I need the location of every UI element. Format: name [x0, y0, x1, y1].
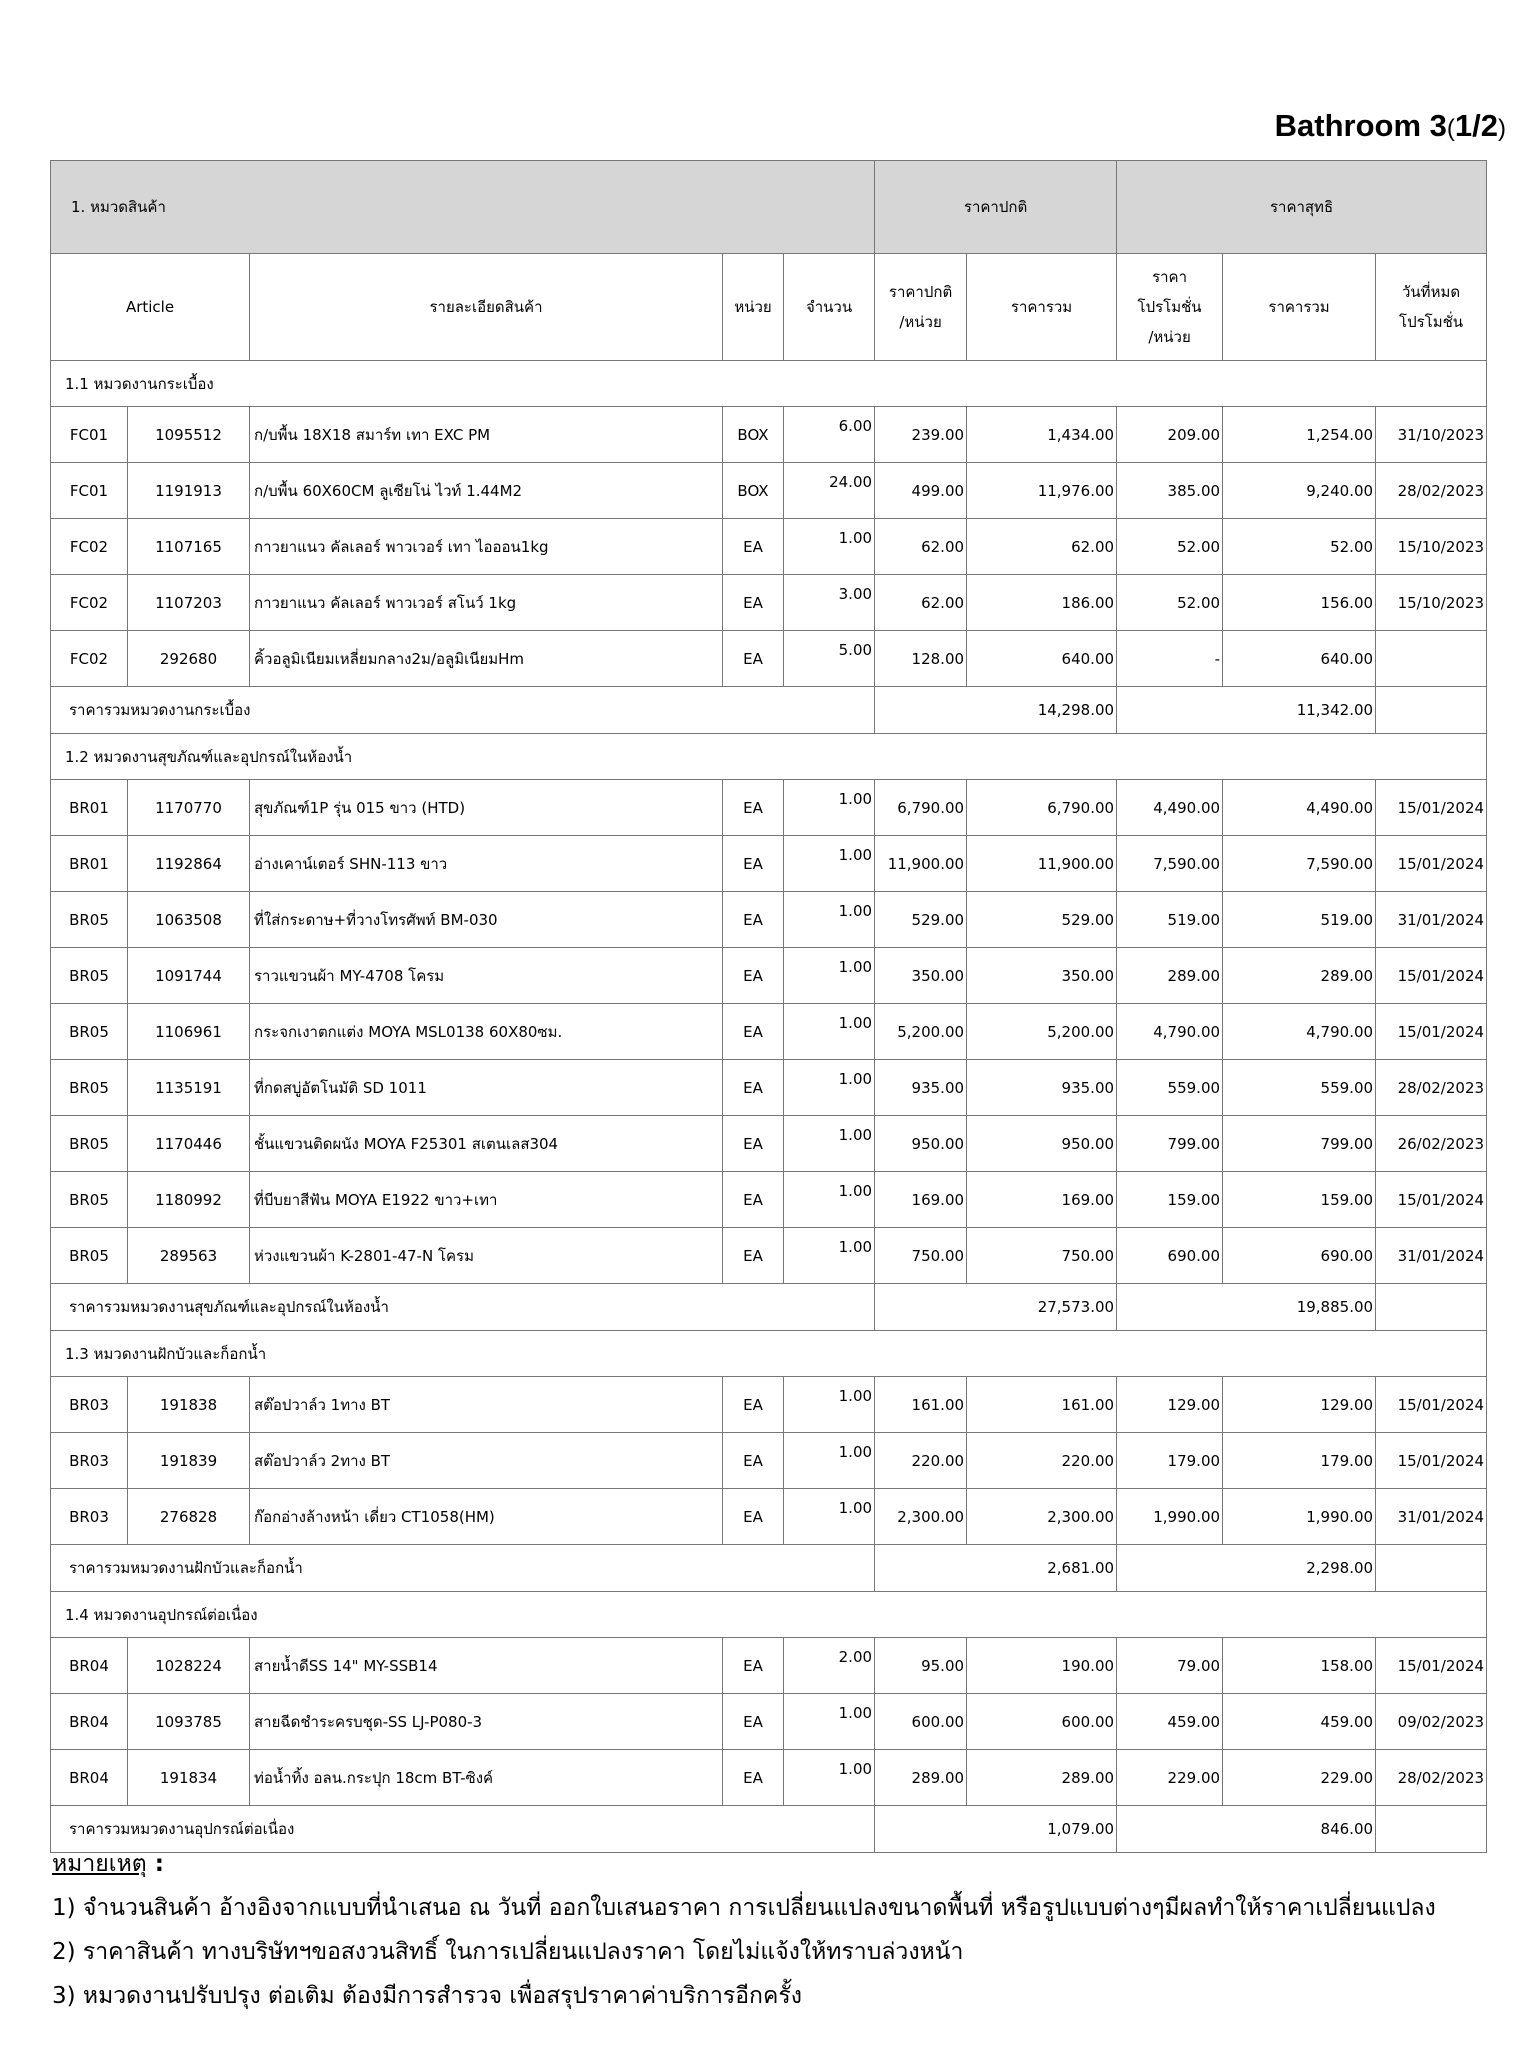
cell-total: 186.00: [967, 575, 1117, 631]
title-main: Bathroom 3: [1274, 108, 1447, 143]
cell-total: 190.00: [967, 1638, 1117, 1694]
table-row: [51, 1638, 1487, 1694]
cell-promo-total: 4,490.00: [1223, 780, 1376, 836]
cell-promo-total: 9,240.00: [1223, 463, 1376, 519]
cell-unit: EA: [723, 1060, 784, 1116]
cell-code: BR05: [51, 892, 128, 948]
subtotal-row: [51, 1545, 1487, 1592]
cell-article: 191834: [128, 1750, 250, 1806]
net-price-header: ราคาสุทธิ: [1117, 161, 1487, 254]
cell-promo-total: 52.00: [1223, 519, 1376, 575]
cell-promo-price: 519.00: [1117, 892, 1223, 948]
col-promo-end-date-line1: วันที่หมด: [1402, 283, 1461, 301]
subtotal-net: 11,342.00: [1117, 687, 1376, 734]
cell-unit-price: 239.00: [875, 407, 967, 463]
cell-unit: EA: [723, 1750, 784, 1806]
cell-article: 1192864: [128, 836, 250, 892]
cell-total: 935.00: [967, 1060, 1117, 1116]
cell-promo-total: 799.00: [1223, 1116, 1376, 1172]
cell-total: 169.00: [967, 1172, 1117, 1228]
cell-code: FC01: [51, 463, 128, 519]
cell-description: ก/บพื้น 60X60CM ลูเซียโน่ ไวท์ 1.44M2: [250, 463, 723, 519]
table-row: [51, 1228, 1487, 1284]
cell-promo-price: 209.00: [1117, 407, 1223, 463]
cell-total: 62.00: [967, 519, 1117, 575]
cell-total: 529.00: [967, 892, 1117, 948]
cell-qty: 1.00: [784, 1377, 875, 1433]
cell-qty: 1.00: [784, 1228, 875, 1284]
cell-unit-price: 95.00: [875, 1638, 967, 1694]
cell-qty: 1.00: [784, 1004, 875, 1060]
cell-code: BR05: [51, 1004, 128, 1060]
cell-description: ราวแขวนผ้า MY-4708 โครม: [250, 948, 723, 1004]
cell-promo-end-date: 31/01/2024: [1376, 1228, 1487, 1284]
cell-article: 292680: [128, 631, 250, 687]
table-row: [51, 1433, 1487, 1489]
section-title: 1.1 หมวดงานกระเบื้อง: [51, 361, 1487, 407]
cell-article: 1135191: [128, 1060, 250, 1116]
section-title-row: [51, 361, 1487, 407]
cell-total: 950.00: [967, 1116, 1117, 1172]
cell-description: ที่บีบยาสีฟัน MOYA E1922 ขาว+เทา: [250, 1172, 723, 1228]
cell-total: 289.00: [967, 1750, 1117, 1806]
cell-unit: BOX: [723, 407, 784, 463]
cell-promo-price: 690.00: [1117, 1228, 1223, 1284]
cell-description: คิ้วอลูมิเนียมเหลี่ยมกลาง2ม/อลูมิเนียมHm: [250, 631, 723, 687]
cell-promo-end-date: 15/01/2024: [1376, 1638, 1487, 1694]
subtotal-empty: [1376, 1545, 1487, 1592]
notes: [52, 1842, 1436, 2018]
cell-unit-price: 128.00: [875, 631, 967, 687]
cell-total: 600.00: [967, 1694, 1117, 1750]
cell-unit-price: 11,900.00: [875, 836, 967, 892]
cell-unit: EA: [723, 948, 784, 1004]
subtotal-row: [51, 1284, 1487, 1331]
cell-qty: 2.00: [784, 1638, 875, 1694]
cell-description: ก/บพื้น 18X18 สมาร์ท เทา EXC PM: [250, 407, 723, 463]
cell-article: 191838: [128, 1377, 250, 1433]
cell-unit: EA: [723, 1638, 784, 1694]
col-promo-total: ราคารวม: [1223, 254, 1376, 361]
table-row: [51, 1489, 1487, 1545]
quotation-table: [50, 160, 1487, 1853]
cell-qty: 3.00: [784, 575, 875, 631]
cell-code: BR01: [51, 780, 128, 836]
cell-promo-end-date: 15/01/2024: [1376, 836, 1487, 892]
note-line-2: 2) ราคาสินค้า ทางบริษัทฯขอสงวนสิทธิ์ ในการเปลี่ยนแปลงราคา โดยไม่แจ้งให้ทราบล่วงหน้า: [52, 1939, 964, 1965]
cell-promo-end-date: 15/01/2024: [1376, 948, 1487, 1004]
subtotal-net: 846.00: [1117, 1806, 1376, 1853]
cell-promo-total: 159.00: [1223, 1172, 1376, 1228]
col-normal-unit-price-line1: ราคาปกติ: [888, 283, 953, 301]
notes-heading-colon: :: [146, 1851, 164, 1877]
cell-description: สต๊อปวาล์ว 2ทาง BT: [250, 1433, 723, 1489]
cell-unit-price: 499.00: [875, 463, 967, 519]
cell-promo-total: 158.00: [1223, 1638, 1376, 1694]
cell-unit-price: 950.00: [875, 1116, 967, 1172]
cell-description: ท่อน้ำทิ้ง อลน.กระปุก 18cm BT-ซิงค์: [250, 1750, 723, 1806]
cell-unit: EA: [723, 519, 784, 575]
cell-description: ชั้นแขวนติดผนัง MOYA F25301 สเตนเลส304: [250, 1116, 723, 1172]
cell-total: 640.00: [967, 631, 1117, 687]
table-row: [51, 631, 1487, 687]
subtotal-normal: 1,079.00: [875, 1806, 1117, 1853]
cell-unit: EA: [723, 1116, 784, 1172]
cell-promo-end-date: 15/10/2023: [1376, 519, 1487, 575]
cell-description: สต๊อปวาล์ว 1ทาง BT: [250, 1377, 723, 1433]
cell-unit-price: 169.00: [875, 1172, 967, 1228]
cell-unit: EA: [723, 1004, 784, 1060]
cell-unit-price: 62.00: [875, 519, 967, 575]
category-header: 1. หมวดสินค้า: [51, 161, 875, 254]
cell-code: BR05: [51, 1116, 128, 1172]
cell-promo-end-date: 15/01/2024: [1376, 1004, 1487, 1060]
table-row: [51, 1694, 1487, 1750]
subtotal-empty: [1376, 687, 1487, 734]
cell-promo-end-date: 28/02/2023: [1376, 463, 1487, 519]
table-row: [51, 892, 1487, 948]
table-row: [51, 575, 1487, 631]
cell-code: BR03: [51, 1377, 128, 1433]
cell-total: 350.00: [967, 948, 1117, 1004]
cell-qty: 1.00: [784, 1694, 875, 1750]
subtotal-normal: 27,573.00: [875, 1284, 1117, 1331]
cell-unit: EA: [723, 892, 784, 948]
cell-code: BR04: [51, 1638, 128, 1694]
cell-promo-end-date: [1376, 631, 1487, 687]
cell-promo-end-date: 15/01/2024: [1376, 780, 1487, 836]
cell-qty: 1.00: [784, 836, 875, 892]
cell-code: FC01: [51, 407, 128, 463]
note-line-3: 3) หมวดงานปรับปรุง ต่อเติม ต้องมีการสำรวจ เพื่อสรุปราคาค่าบริการอีกครั้ง: [52, 1983, 802, 2009]
page-title: [1275, 108, 1506, 144]
cell-promo-total: 640.00: [1223, 631, 1376, 687]
subtotal-label: ราคารวมหมวดงานสุขภัณฑ์และอุปกรณ์ในห้องน้ำ: [51, 1284, 875, 1331]
cell-unit-price: 750.00: [875, 1228, 967, 1284]
cell-promo-total: 690.00: [1223, 1228, 1376, 1284]
col-normal-unit-price: [875, 254, 967, 361]
cell-total: 220.00: [967, 1433, 1117, 1489]
cell-unit: BOX: [723, 463, 784, 519]
cell-code: FC02: [51, 575, 128, 631]
cell-unit: EA: [723, 1489, 784, 1545]
cell-promo-price: 459.00: [1117, 1694, 1223, 1750]
col-promo-unit-price-line3: /หน่วย: [1148, 328, 1191, 346]
cell-code: BR05: [51, 1228, 128, 1284]
cell-description: ที่กดสบู่อัตโนมัติ SD 1011: [250, 1060, 723, 1116]
cell-unit: EA: [723, 1377, 784, 1433]
cell-unit-price: 935.00: [875, 1060, 967, 1116]
cell-qty: 5.00: [784, 631, 875, 687]
cell-description: กาวยาแนว คัลเลอร์ พาวเวอร์ สโนว์ 1kg: [250, 575, 723, 631]
cell-article: 1180992: [128, 1172, 250, 1228]
cell-unit-price: 289.00: [875, 1750, 967, 1806]
cell-qty: 1.00: [784, 1172, 875, 1228]
table-row: [51, 1004, 1487, 1060]
subtotal-label: ราคารวมหมวดงานอุปกรณ์ต่อเนื่อง: [51, 1806, 875, 1853]
cell-promo-end-date: 15/01/2024: [1376, 1172, 1487, 1228]
subtotal-label: ราคารวมหมวดงานฝักบัวและก็อกน้ำ: [51, 1545, 875, 1592]
cell-article: 276828: [128, 1489, 250, 1545]
cell-promo-total: 7,590.00: [1223, 836, 1376, 892]
cell-qty: 6.00: [784, 407, 875, 463]
cell-promo-end-date: 31/01/2024: [1376, 892, 1487, 948]
cell-code: BR03: [51, 1433, 128, 1489]
cell-promo-end-date: 31/10/2023: [1376, 407, 1487, 463]
cell-article: 289563: [128, 1228, 250, 1284]
cell-promo-end-date: 28/02/2023: [1376, 1060, 1487, 1116]
cell-total: 5,200.00: [967, 1004, 1117, 1060]
table-row: [51, 407, 1487, 463]
cell-code: BR05: [51, 1172, 128, 1228]
cell-code: BR03: [51, 1489, 128, 1545]
cell-promo-price: 79.00: [1117, 1638, 1223, 1694]
cell-code: BR04: [51, 1750, 128, 1806]
cell-unit: EA: [723, 1694, 784, 1750]
cell-promo-end-date: 15/10/2023: [1376, 575, 1487, 631]
cell-unit: EA: [723, 631, 784, 687]
cell-description: อ่างเคาน์เตอร์ SHN-113 ขาว: [250, 836, 723, 892]
title-part: 1/2: [1454, 108, 1498, 143]
cell-qty: 1.00: [784, 780, 875, 836]
cell-code: FC02: [51, 519, 128, 575]
cell-promo-price: 229.00: [1117, 1750, 1223, 1806]
cell-description: กระจกเงาตกแต่ง MOYA MSL0138 60X80ซม.: [250, 1004, 723, 1060]
cell-qty: 1.00: [784, 892, 875, 948]
cell-total: 11,976.00: [967, 463, 1117, 519]
cell-promo-total: 4,790.00: [1223, 1004, 1376, 1060]
cell-unit: EA: [723, 1228, 784, 1284]
subtotal-label: ราคารวมหมวดงานกระเบื้อง: [51, 687, 875, 734]
cell-promo-total: 289.00: [1223, 948, 1376, 1004]
cell-description: กาวยาแนว คัลเลอร์ พาวเวอร์ เทา ไอออน1kg: [250, 519, 723, 575]
cell-promo-total: 459.00: [1223, 1694, 1376, 1750]
cell-promo-total: 129.00: [1223, 1377, 1376, 1433]
cell-description: สายฉีดชำระครบชุด-SS LJ-P080-3: [250, 1694, 723, 1750]
cell-unit-price: 6,790.00: [875, 780, 967, 836]
table-row: [51, 1060, 1487, 1116]
cell-promo-total: 559.00: [1223, 1060, 1376, 1116]
cell-promo-total: 519.00: [1223, 892, 1376, 948]
cell-promo-price: 179.00: [1117, 1433, 1223, 1489]
section-title: 1.4 หมวดงานอุปกรณ์ต่อเนื่อง: [51, 1592, 1487, 1638]
cell-qty: 1.00: [784, 519, 875, 575]
cell-code: BR05: [51, 948, 128, 1004]
cell-article: 1091744: [128, 948, 250, 1004]
table-row: [51, 1172, 1487, 1228]
col-promo-end-date: [1376, 254, 1487, 361]
cell-unit-price: 161.00: [875, 1377, 967, 1433]
cell-unit-price: 600.00: [875, 1694, 967, 1750]
col-article: Article: [51, 254, 250, 361]
title-paren-close: ): [1498, 115, 1506, 142]
cell-unit-price: 2,300.00: [875, 1489, 967, 1545]
table-row: [51, 1116, 1487, 1172]
cell-article: 1107165: [128, 519, 250, 575]
cell-promo-price: 559.00: [1117, 1060, 1223, 1116]
section-title: 1.2 หมวดงานสุขภัณฑ์และอุปกรณ์ในห้องน้ำ: [51, 734, 1487, 780]
section-title-row: [51, 1331, 1487, 1377]
cell-promo-price: 385.00: [1117, 463, 1223, 519]
subtotal-empty: [1376, 1284, 1487, 1331]
table-row: [51, 1750, 1487, 1806]
cell-promo-price: 4,490.00: [1117, 780, 1223, 836]
cell-total: 6,790.00: [967, 780, 1117, 836]
subtotal-row: [51, 687, 1487, 734]
cell-article: 1093785: [128, 1694, 250, 1750]
col-normal-total: ราคารวม: [967, 254, 1117, 361]
normal-price-header: ราคาปกติ: [875, 161, 1117, 254]
column-header-row: [51, 254, 1487, 361]
col-promo-unit-price-line2: โปรโมชั่น: [1137, 298, 1202, 316]
title-paren-open: (: [1446, 115, 1455, 142]
table-row: [51, 463, 1487, 519]
cell-description: ที่ใส่กระดาษ+ที่วางโทรศัพท์ BM-030: [250, 892, 723, 948]
cell-total: 161.00: [967, 1377, 1117, 1433]
cell-promo-total: 156.00: [1223, 575, 1376, 631]
cell-promo-price: 4,790.00: [1117, 1004, 1223, 1060]
cell-article: 1170446: [128, 1116, 250, 1172]
subtotal-net: 19,885.00: [1117, 1284, 1376, 1331]
cell-article: 1063508: [128, 892, 250, 948]
cell-unit: EA: [723, 575, 784, 631]
cell-code: BR01: [51, 836, 128, 892]
cell-article: 1191913: [128, 463, 250, 519]
subtotal-net: 2,298.00: [1117, 1545, 1376, 1592]
cell-code: BR04: [51, 1694, 128, 1750]
cell-promo-price: 129.00: [1117, 1377, 1223, 1433]
cell-promo-total: 1,254.00: [1223, 407, 1376, 463]
cell-qty: 1.00: [784, 1116, 875, 1172]
col-normal-unit-price-line2: /หน่วย: [899, 313, 942, 331]
cell-qty: 1.00: [784, 1060, 875, 1116]
cell-total: 750.00: [967, 1228, 1117, 1284]
col-promo-end-date-line2: โปรโมชั่น: [1399, 313, 1464, 331]
notes-heading: [52, 1842, 1436, 1886]
cell-promo-price: 289.00: [1117, 948, 1223, 1004]
cell-total: 1,434.00: [967, 407, 1117, 463]
cell-qty: 1.00: [784, 948, 875, 1004]
cell-article: 1106961: [128, 1004, 250, 1060]
cell-promo-end-date: 15/01/2024: [1376, 1433, 1487, 1489]
cell-description: ห่วงแขวนผ้า K-2801-47-N โครม: [250, 1228, 723, 1284]
cell-unit: EA: [723, 780, 784, 836]
cell-unit-price: 529.00: [875, 892, 967, 948]
cell-article: 1028224: [128, 1638, 250, 1694]
cell-promo-end-date: 31/01/2024: [1376, 1489, 1487, 1545]
cell-promo-price: 52.00: [1117, 575, 1223, 631]
cell-promo-price: 52.00: [1117, 519, 1223, 575]
table-row: [51, 836, 1487, 892]
col-promo-unit-price: [1117, 254, 1223, 361]
cell-description: สายน้ำดีSS 14" MY-SSB14: [250, 1638, 723, 1694]
cell-promo-end-date: 26/02/2023: [1376, 1116, 1487, 1172]
cell-promo-price: -: [1117, 631, 1223, 687]
table-row: [51, 780, 1487, 836]
cell-unit-price: 350.00: [875, 948, 967, 1004]
cell-total: 2,300.00: [967, 1489, 1117, 1545]
col-qty: จำนวน: [784, 254, 875, 361]
cell-unit: EA: [723, 836, 784, 892]
cell-unit: EA: [723, 1172, 784, 1228]
cell-promo-price: 799.00: [1117, 1116, 1223, 1172]
section-title: 1.3 หมวดงานฝักบัวและก็อกน้ำ: [51, 1331, 1487, 1377]
cell-promo-total: 1,990.00: [1223, 1489, 1376, 1545]
cell-qty: 1.00: [784, 1489, 875, 1545]
section-title-row: [51, 734, 1487, 780]
table-row: [51, 519, 1487, 575]
cell-promo-end-date: 15/01/2024: [1376, 1377, 1487, 1433]
cell-unit-price: 5,200.00: [875, 1004, 967, 1060]
table-row: [51, 1377, 1487, 1433]
cell-promo-end-date: 09/02/2023: [1376, 1694, 1487, 1750]
cell-promo-price: 7,590.00: [1117, 836, 1223, 892]
cell-promo-total: 179.00: [1223, 1433, 1376, 1489]
cell-qty: 1.00: [784, 1433, 875, 1489]
cell-description: ก๊อกอ่างล้างหน้า เดี่ยว CT1058(HM): [250, 1489, 723, 1545]
table-row: [51, 948, 1487, 1004]
cell-article: 191839: [128, 1433, 250, 1489]
col-unit: หน่วย: [723, 254, 784, 361]
cell-article: 1170770: [128, 780, 250, 836]
notes-heading-text: หมายเหตุ: [52, 1851, 147, 1877]
col-description: รายละเอียดสินค้า: [250, 254, 723, 361]
cell-total: 11,900.00: [967, 836, 1117, 892]
cell-promo-price: 159.00: [1117, 1172, 1223, 1228]
cell-article: 1107203: [128, 575, 250, 631]
cell-article: 1095512: [128, 407, 250, 463]
cell-promo-end-date: 28/02/2023: [1376, 1750, 1487, 1806]
top-header-row: [51, 161, 1487, 254]
subtotal-normal: 2,681.00: [875, 1545, 1117, 1592]
note-line-1: 1) จำนวนสินค้า อ้างอิงจากแบบที่นำเสนอ ณ วันที่ ออกใบเสนอราคา การเปลี่ยนแปลงขนาดพื้นที่ หรือรูปแบบต่างๆมีผลทำให้ราคาเปลี่ยนแปลง: [52, 1895, 1436, 1921]
col-promo-unit-price-line1: ราคา: [1152, 268, 1188, 286]
cell-qty: 1.00: [784, 1750, 875, 1806]
cell-promo-price: 1,990.00: [1117, 1489, 1223, 1545]
cell-qty: 24.00: [784, 463, 875, 519]
section-title-row: [51, 1592, 1487, 1638]
cell-description: สุขภัณฑ์1P รุ่น 015 ขาว (HTD): [250, 780, 723, 836]
cell-promo-total: 229.00: [1223, 1750, 1376, 1806]
cell-code: BR05: [51, 1060, 128, 1116]
cell-unit-price: 220.00: [875, 1433, 967, 1489]
subtotal-normal: 14,298.00: [875, 687, 1117, 734]
cell-unit-price: 62.00: [875, 575, 967, 631]
cell-code: FC02: [51, 631, 128, 687]
cell-unit: EA: [723, 1433, 784, 1489]
